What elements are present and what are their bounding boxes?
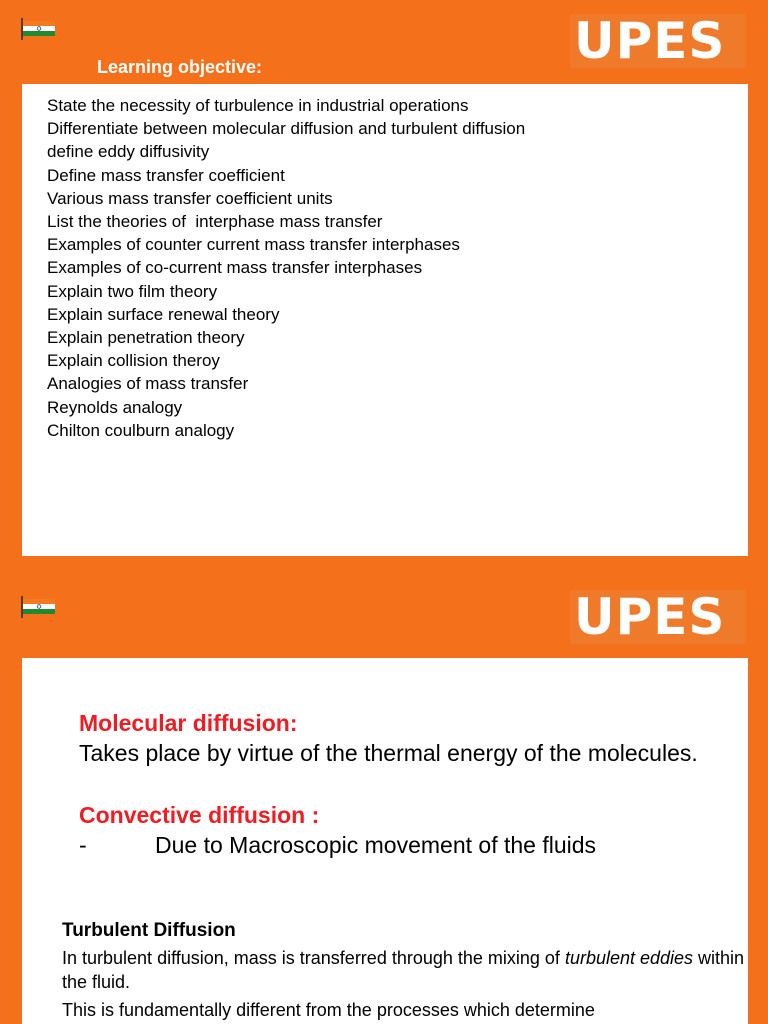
content-panel [22, 84, 748, 556]
slide-heading: Learning objective: [97, 57, 263, 77]
slide-diffusion [0, 556, 768, 1024]
turbulent-paragraph-1 [62, 946, 752, 994]
objective-item: Explain surface renewal theory [47, 304, 280, 324]
objective-item: Define mass transfer coefficient [47, 165, 285, 185]
molecular-diffusion-term: Molecular diffusion: [79, 710, 298, 736]
objective-item: Reynolds analogy [47, 397, 183, 417]
objective-item: Analogies of mass transfer [47, 374, 249, 394]
turbulent-diffusion-heading: Turbulent Diffusion [62, 920, 236, 941]
objective-item: define eddy diffusivity [47, 142, 210, 162]
india-flag-icon [21, 596, 55, 618]
objective-item: List the theories of interphase mass transfer [47, 212, 383, 232]
convective-diffusion-term: Convective diffusion : [79, 802, 320, 828]
logo-text: UPES [574, 12, 726, 70]
objective-item: Explain penetration theory [47, 328, 245, 348]
india-flag-icon [21, 18, 55, 40]
objective-item: Examples of counter current mass transfer interphases [47, 235, 460, 255]
logo-text: UPES [574, 588, 726, 646]
turbulent-paragraph-2: This is fundamentally different from the processes which determine [62, 1000, 595, 1020]
objective-item: Chilton coulburn analogy [47, 420, 235, 440]
upes-logo [570, 590, 746, 644]
convective-diffusion-row [79, 832, 596, 859]
upes-logo [570, 14, 746, 68]
molecular-diffusion-text: Takes place by virtue of the thermal energy of the molecules. [79, 740, 698, 766]
objective-item: Explain collision theroy [47, 351, 220, 371]
convective-diffusion-text: Due to Macroscopic movement of the fluids [155, 832, 597, 858]
content-panel [22, 658, 748, 1024]
objective-item: Examples of co-current mass transfer interphases [47, 258, 423, 278]
paragraph-text: In turbulent diffusion, mass is transferred through the mixing of [62, 948, 565, 968]
objective-item: Differentiate between molecular diffusion and turbulent diffusion [47, 119, 526, 139]
objectives-list [22, 84, 748, 442]
dash-bullet: - [79, 832, 87, 858]
objective-item: Explain two film theory [47, 281, 218, 301]
paragraph-emphasis: turbulent eddies [564, 948, 694, 968]
objective-item: Various mass transfer coefficient units [47, 188, 333, 208]
paragraph-text: within the fluid. [62, 948, 745, 992]
objective-item: State the necessity of turbulence in industrial operations [47, 96, 469, 115]
